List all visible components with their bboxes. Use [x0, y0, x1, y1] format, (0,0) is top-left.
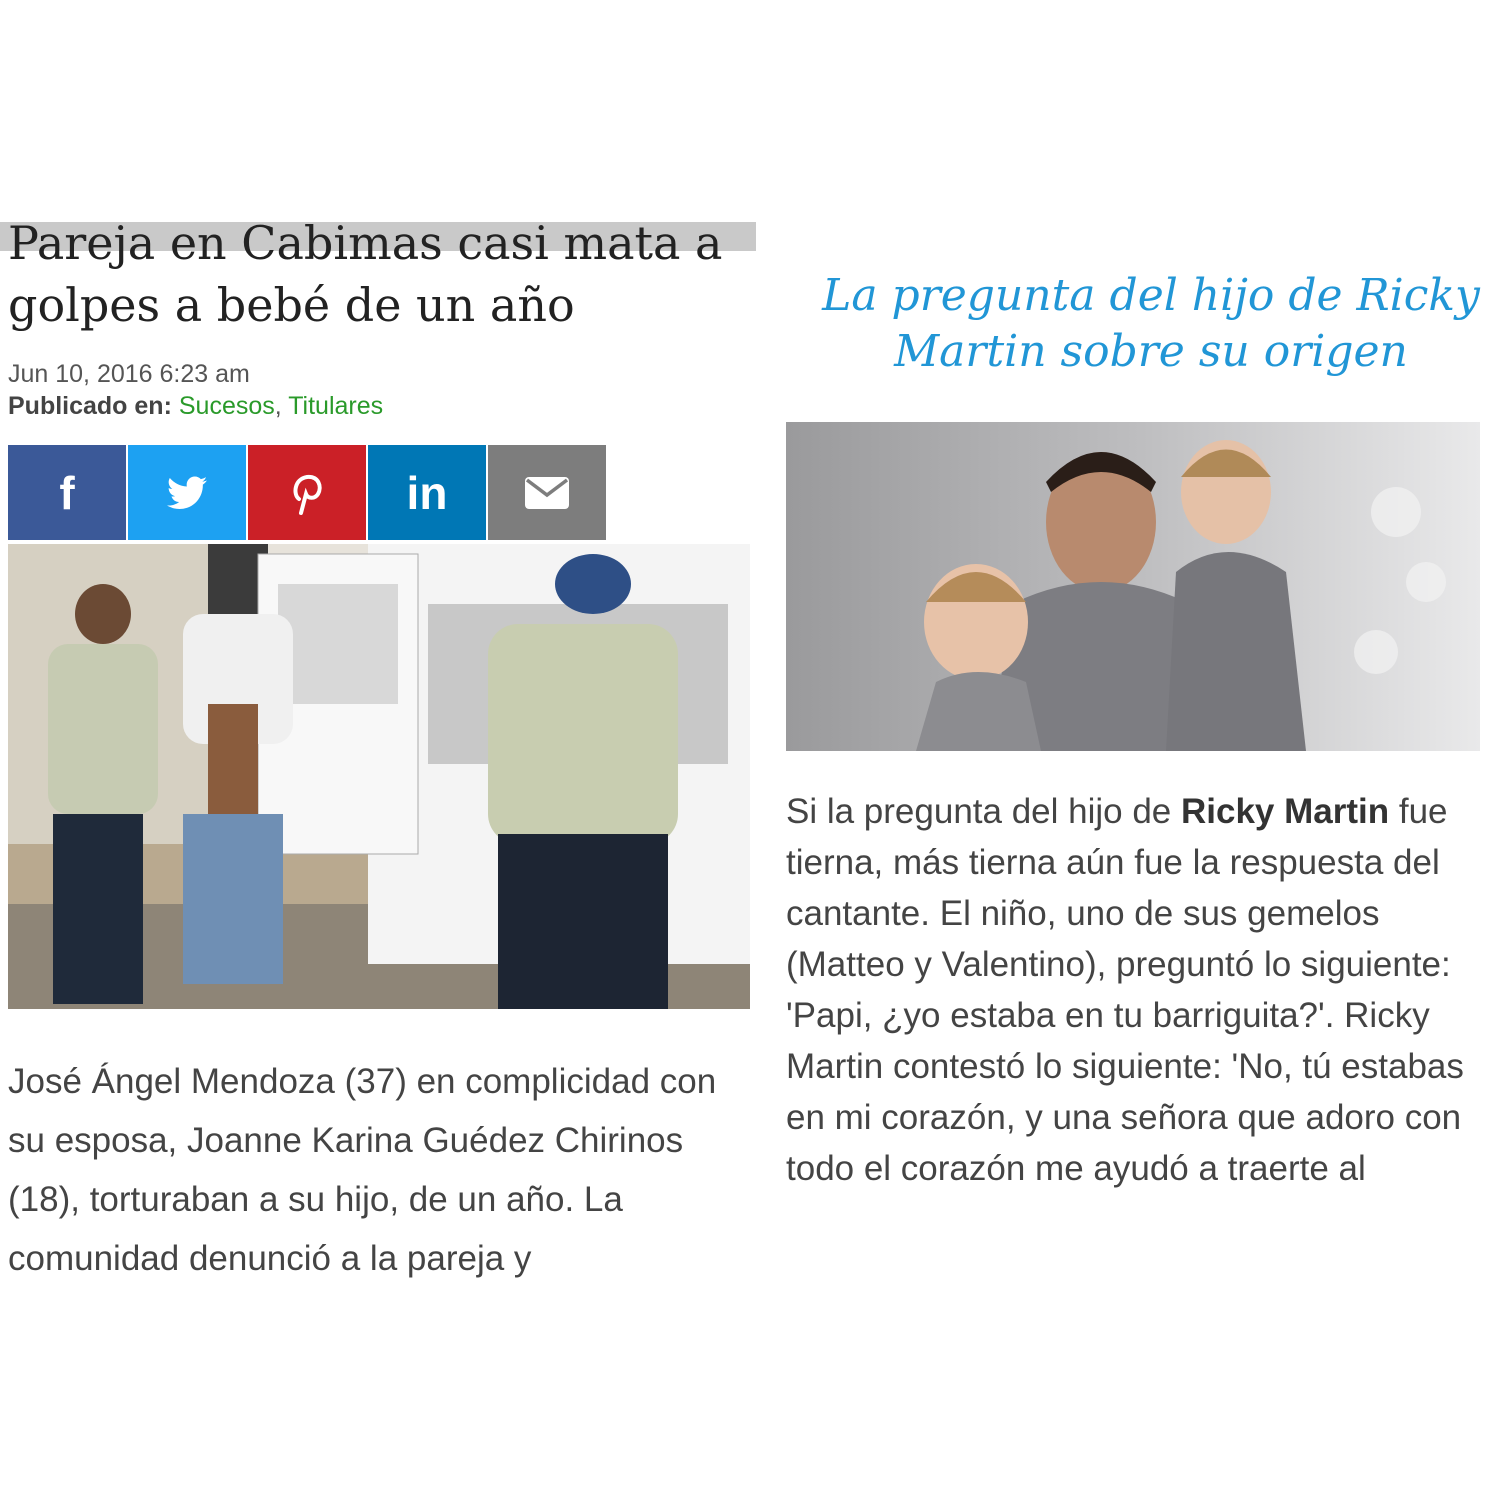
- arrest-photo: [8, 544, 750, 1009]
- body-rest: fue tierna, más tierna aún fue la respuesta del cantante. El niño, uno de sus gemelos (Matteo y Valentino), preguntó lo siguiente: 'Papi, ¿yo estaba en tu barriguita?'. Ricky Martin contestó lo siguiente: 'No, tú estabas en mi corazón, y una señora que adoro con todo el corazón me ayudó a traerte al: [786, 792, 1464, 1188]
- article-body: José Ángel Mendoza (37) en complicidad con su esposa, Joanne Karina Guédez Chirinos (18), torturaban a su hijo, de un año. La comunidad denunció a la pareja y: [8, 1062, 717, 1278]
- share-bar: [8, 445, 606, 540]
- family-photo: [786, 422, 1480, 751]
- email-share-button[interactable]: [488, 445, 606, 540]
- twitter-icon: [167, 476, 207, 510]
- body-bold-name: Ricky Martin: [1181, 792, 1390, 831]
- right-article: [770, 0, 1512, 1512]
- envelope-icon: [524, 476, 570, 510]
- facebook-icon: f: [59, 466, 75, 519]
- article-title[interactable]: La pregunta del hijo de Ricky Martin sobre su origen: [822, 270, 1480, 377]
- twitter-share-button[interactable]: [128, 445, 246, 540]
- arrest-photo-illustration: [8, 544, 750, 1009]
- article-title[interactable]: Pareja en Cabimas casi mata a golpes a bebé de un año: [8, 216, 723, 332]
- pinterest-icon: [289, 471, 325, 515]
- linkedin-share-button[interactable]: [368, 445, 486, 540]
- linkedin-icon: in: [406, 466, 448, 519]
- pinterest-share-button[interactable]: [248, 445, 366, 540]
- article-body: [786, 786, 1476, 1194]
- category-link-sucesos[interactable]: Sucesos: [178, 392, 275, 420]
- category-separator: ,: [274, 392, 282, 420]
- family-photo-illustration: [786, 422, 1480, 751]
- facebook-share-button[interactable]: [8, 445, 126, 540]
- published-in: [8, 392, 383, 421]
- body-intro: Si la pregunta del hijo de: [786, 792, 1181, 831]
- published-label: Publicado en:: [8, 392, 172, 420]
- article-date: Jun 10, 2016 6:23 am: [8, 360, 250, 388]
- category-link-titulares[interactable]: Titulares: [288, 392, 384, 420]
